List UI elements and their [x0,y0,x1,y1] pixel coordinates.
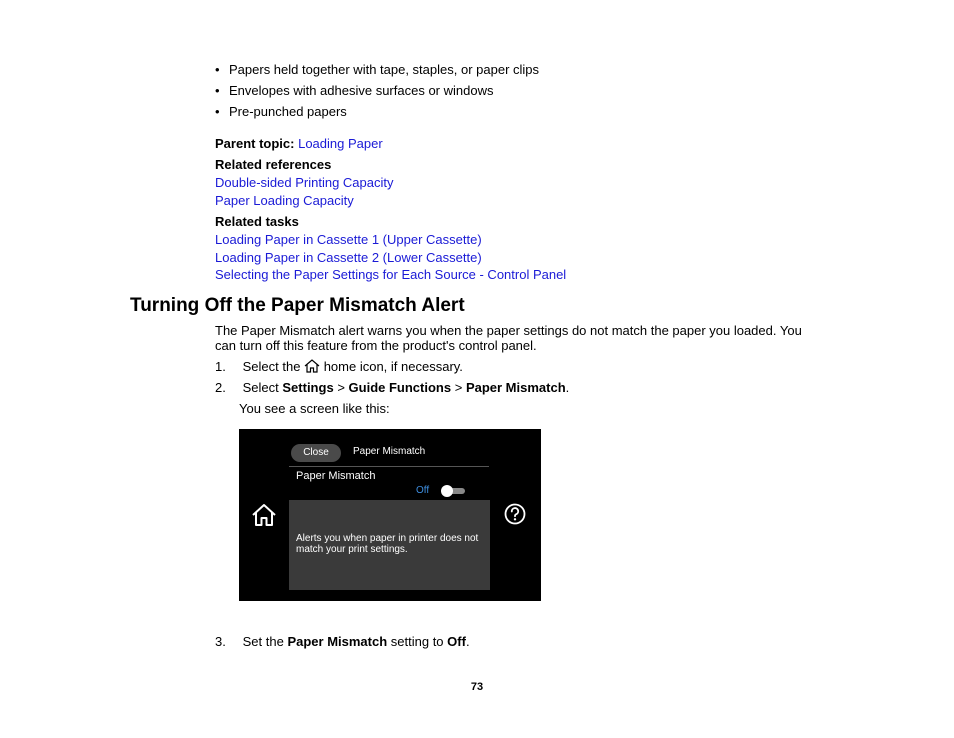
step-text: Select [242,380,279,395]
parent-topic [215,136,383,152]
link-double-sided-printing-capacity[interactable]: Double-sided Printing Capacity [215,175,394,190]
link-loading-cassette-2[interactable]: Loading Paper in Cassette 2 (Lower Cassette) [215,250,482,265]
step-text: setting to [390,634,444,649]
control-panel-screenshot [239,429,541,601]
paper-mismatch-toggle[interactable] [441,486,465,496]
step-1 [215,359,463,375]
description-text: Alerts you when paper in printer does not match your print settings. [296,533,479,555]
menu-paper-mismatch: Paper Mismatch [465,380,566,395]
toggle-state-label: Off [416,485,430,496]
bullet-item: • Envelopes with adhesive surfaces or windows [215,83,539,104]
step-number: 2. [215,380,226,395]
step-number: 3. [215,634,226,649]
setting-paper-mismatch: Paper Mismatch [287,634,388,649]
menu-settings: Settings [282,380,334,395]
link-selecting-paper-settings[interactable]: Selecting the Paper Settings for Each Source - Control Panel [215,267,567,282]
step-text: . [465,634,470,649]
step-text: Set the [242,634,284,649]
description-box [289,500,490,590]
related-tasks-heading: Related tasks [215,214,299,229]
setting-value-off: Off [447,634,466,649]
menu-separator: > [337,380,345,395]
link-loading-paper[interactable]: Loading Paper [298,136,383,151]
menu-guide-functions: Guide Functions [348,380,452,395]
step-text: . [565,380,570,395]
bullet-item: • Pre-punched papers [215,104,539,125]
link-loading-cassette-1[interactable]: Loading Paper in Cassette 1 (Upper Cassette) [215,232,482,247]
home-icon [304,359,320,373]
parent-topic-label: Parent topic: [215,136,295,151]
bullet-list [215,62,539,125]
page-number: 73 [470,681,484,693]
section-intro: The Paper Mismatch alert warns you when the paper settings do not match the paper you loaded. You can turn off this feature from the product's control panel. [215,323,802,353]
step-2-note: You see a screen like this: [239,401,390,416]
step-text: home icon, if necessary. [323,359,463,374]
link-paper-loading-capacity[interactable]: Paper Loading Capacity [215,193,354,208]
step-number: 1. [215,359,226,374]
panel-divider [289,466,489,467]
step-text: Select the [242,359,301,374]
related-references-heading: Related references [215,157,332,172]
home-icon[interactable] [251,502,277,528]
panel-title: Paper Mismatch [353,446,426,457]
bullet-item: • Papers held together with tape, staples, or paper clips [215,62,539,83]
step-2 [215,380,569,396]
help-icon[interactable] [504,503,526,525]
close-button[interactable]: Close [291,444,341,462]
step-3 [215,634,470,650]
menu-separator: > [454,380,463,395]
toggle-knob [441,485,453,497]
section-title: Turning Off the Paper Mismatch Alert [130,295,465,316]
paper-mismatch-setting[interactable]: Paper Mismatch [296,470,376,482]
